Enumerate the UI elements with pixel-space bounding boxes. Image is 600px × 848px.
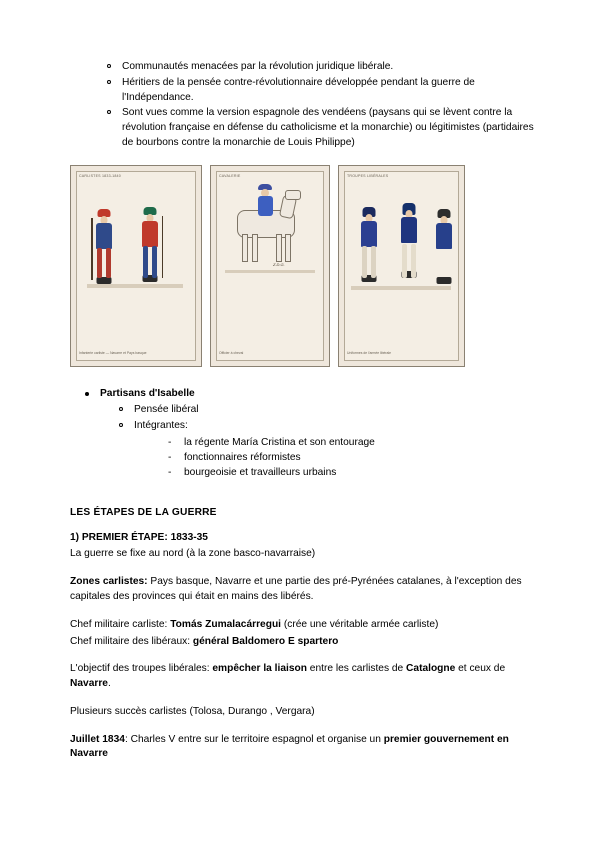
figure-legs-1	[97, 248, 111, 278]
stages-title: LES ÉTAPES DE LA GUERRE	[70, 506, 217, 518]
top-bullet-list	[104, 60, 542, 151]
rider	[255, 184, 275, 214]
isabelle-bullet	[82, 387, 542, 401]
isabelle-section	[70, 387, 542, 481]
plate-signature: Z.D.G.	[273, 261, 285, 267]
plate-caption-bottom: Infanterie carliste — Navarre et Pays basque	[79, 350, 147, 355]
list-item: - bourgeoisie et travailleurs urbains	[166, 465, 542, 480]
zones-carlistes: Zones carlistes: Pays basque, Navarre et une partie des pré-Pyrénées catalanes, à l'exception des capitales des provinces qui était en mains des libérés.	[70, 576, 522, 602]
horse-head	[285, 190, 301, 200]
horse-leg	[242, 234, 248, 262]
plate-caption-top: TROUPES LIBÉRALES	[347, 173, 389, 178]
plate-caption-bottom: Uniformes de l'armée libérale	[347, 350, 391, 355]
juillet-1834: Juillet 1834: Charles V entre sur le territoire espagnol et organise un premier gouvernement en Navarre	[70, 733, 509, 760]
list-item	[82, 387, 542, 401]
illustration-strip	[70, 165, 542, 367]
horse-leg	[285, 234, 291, 262]
isabelle-heading: Partisans d'Isabelle	[100, 387, 195, 399]
list-item: - la régente María Cristina et son entourage	[166, 435, 542, 450]
plate-carlist-soldiers	[70, 165, 202, 367]
plate-caption-bottom: Officier à cheval	[219, 350, 244, 355]
plate-mounted-officer	[210, 165, 330, 367]
plate-caption-top: CAVALERIE	[219, 173, 241, 178]
ground-line	[351, 286, 451, 290]
isabelle-sub-list	[116, 403, 542, 434]
horse-leg	[252, 234, 258, 262]
stage1-subtitle: La guerre se fixe au nord (à la zone basco-navarraise)	[70, 548, 316, 560]
ground-line	[225, 270, 315, 273]
objectif-troupes-liberales: L'objectif des troupes libérales: empêcher la liaison entre les carlistes de Catalogne et ceux de Navarre.	[70, 663, 506, 690]
horse-leg	[276, 234, 282, 262]
chef-militaire-liberal: Chef militaire des libéraux: général Baldomero E spartero	[70, 635, 339, 647]
isabelle-members-list	[166, 435, 542, 481]
succes-carlistes: Plusieurs succès carlistes (Tolosa, Durango , Vergara)	[70, 705, 315, 717]
figure-legs-3	[362, 246, 376, 278]
figure-liberal-3	[431, 208, 457, 286]
list-item: Communautés menacées par la révolution juridique libérale.	[104, 60, 542, 75]
plate-liberal-troops	[338, 165, 465, 367]
chef-militaire-carliste: Chef militaire carliste: Tomás Zumalacárregui (crée une véritable armée carliste)	[70, 618, 439, 630]
stage1-title: 1) PREMIER ÉTAPE: 1833-35	[70, 531, 208, 543]
figure-legs-4	[402, 244, 416, 278]
list-item: Héritiers de la pensée contre-révolutionnaire développée pendant la guerre de l'Indépendance.	[104, 76, 542, 106]
ground-line	[87, 284, 183, 288]
list-item: Pensée libéral	[116, 403, 542, 418]
figure-legs-2	[143, 246, 157, 278]
list-item: Intégrantes:	[116, 419, 542, 434]
list-item: Sont vues comme la version espagnole des vendéens (paysans qui se lèvent contre la révolution française en défense du catholicisme et la monarchie) ou légitimistes (partidaires de bourbons contre la monarchie de Louis Philippe)	[104, 106, 542, 150]
list-item: - fonctionnaires réformistes	[166, 450, 542, 465]
plate-caption-top: CARLISTES 1833-1840	[79, 173, 121, 178]
